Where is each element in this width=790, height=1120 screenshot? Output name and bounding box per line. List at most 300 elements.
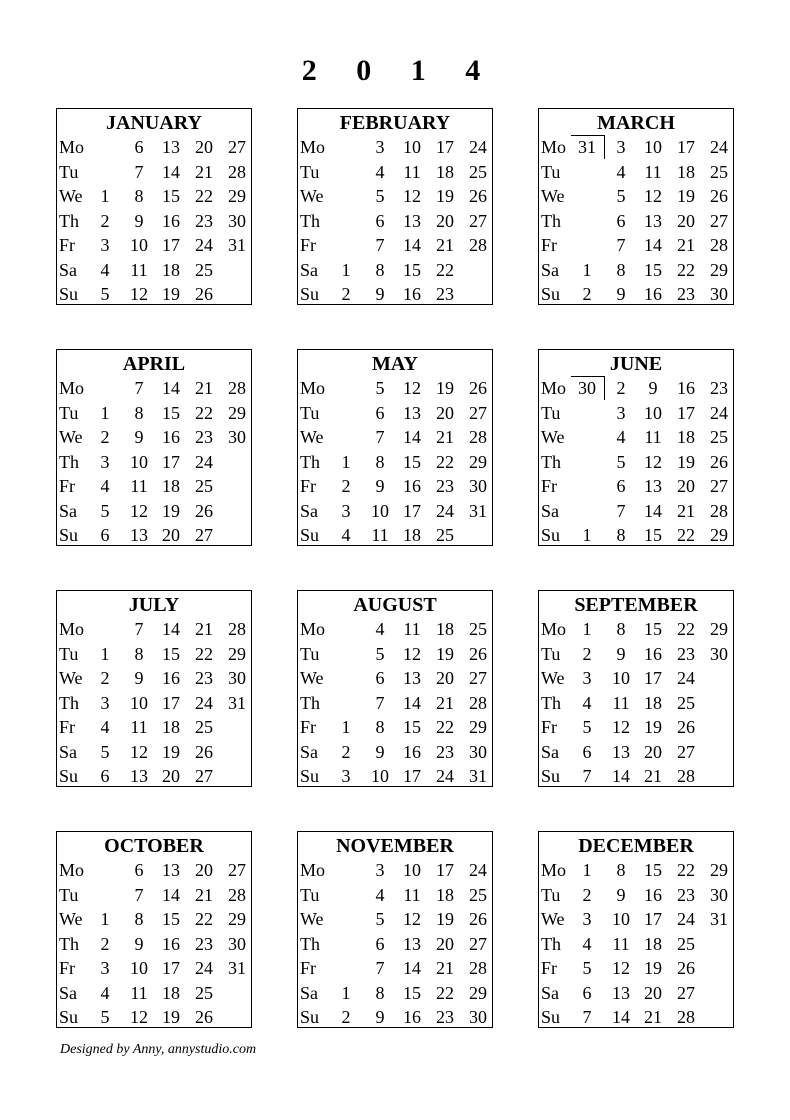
weekday-row bbox=[539, 474, 733, 498]
day-number: 21 bbox=[195, 161, 213, 182]
day-number: 16 bbox=[403, 476, 421, 496]
day-number: 15 bbox=[644, 860, 662, 880]
weekday-label: Tu bbox=[59, 161, 79, 182]
weekday-row bbox=[298, 715, 492, 739]
day-number: 19 bbox=[436, 378, 454, 398]
weekday-row bbox=[298, 666, 492, 690]
day-number: 17 bbox=[644, 668, 662, 688]
day-number: 19 bbox=[162, 284, 180, 304]
weekday-label: Th bbox=[59, 451, 79, 472]
day-number: 17 bbox=[403, 766, 421, 786]
weekday-row bbox=[57, 956, 251, 980]
day-number: 17 bbox=[677, 137, 695, 157]
day-number: 17 bbox=[162, 235, 180, 255]
day-number: 30 bbox=[228, 933, 246, 954]
weekday-row bbox=[298, 135, 492, 159]
day-number: 26 bbox=[469, 643, 487, 664]
day-number: 28 bbox=[469, 958, 487, 978]
day-number: 1 bbox=[341, 451, 351, 472]
weekday-label: Fr bbox=[300, 235, 317, 255]
day-number: 6 bbox=[100, 525, 110, 545]
day-number: 3 bbox=[100, 451, 110, 472]
day-number: 22 bbox=[677, 259, 695, 280]
weekday-label: Mo bbox=[541, 860, 567, 880]
day-number: 8 bbox=[375, 982, 385, 1003]
day-number: 7 bbox=[375, 235, 385, 255]
day-number: 15 bbox=[403, 259, 421, 280]
day-number: 3 bbox=[375, 137, 385, 157]
day-number: 6 bbox=[375, 933, 385, 954]
day-number: 14 bbox=[612, 1007, 630, 1027]
weekday-row bbox=[57, 209, 251, 233]
day-number: 21 bbox=[436, 692, 454, 713]
day-number: 15 bbox=[162, 909, 180, 929]
wrap-day-bracket-top bbox=[571, 376, 605, 377]
month-march bbox=[538, 108, 734, 305]
weekday-label: Mo bbox=[300, 860, 326, 880]
day-number: 18 bbox=[644, 692, 662, 713]
day-number: 18 bbox=[436, 884, 454, 905]
day-number: 28 bbox=[469, 427, 487, 447]
day-number: 21 bbox=[644, 766, 662, 786]
day-number: 27 bbox=[469, 668, 487, 688]
weekday-label: Su bbox=[541, 766, 561, 786]
day-number: 12 bbox=[130, 284, 148, 304]
day-number: 10 bbox=[644, 402, 662, 423]
day-number: 1 bbox=[100, 186, 110, 206]
day-number: 6 bbox=[616, 476, 626, 496]
day-number: 12 bbox=[644, 451, 662, 472]
weekday-label: Th bbox=[59, 210, 79, 231]
day-number: 9 bbox=[616, 643, 626, 664]
day-number: 14 bbox=[644, 500, 662, 521]
day-number: 8 bbox=[616, 619, 626, 639]
weekday-row bbox=[539, 401, 733, 425]
day-number: 1 bbox=[582, 619, 592, 639]
day-number: 22 bbox=[195, 402, 213, 423]
day-number: 2 bbox=[100, 427, 110, 447]
weekday-label: Sa bbox=[59, 982, 77, 1003]
weekday-label: Tu bbox=[541, 884, 561, 905]
day-number: 12 bbox=[403, 186, 421, 206]
weekday-label: We bbox=[59, 186, 83, 206]
month-september bbox=[538, 590, 734, 787]
month-november bbox=[297, 831, 493, 1028]
weekday-row bbox=[298, 233, 492, 257]
weekday-row bbox=[298, 617, 492, 641]
day-number: 10 bbox=[612, 668, 630, 688]
day-number: 6 bbox=[134, 860, 144, 880]
day-number: 13 bbox=[644, 476, 662, 496]
day-number: 5 bbox=[582, 717, 592, 737]
weekday-label: Sa bbox=[541, 259, 559, 280]
day-number: 24 bbox=[436, 766, 454, 786]
day-number: 11 bbox=[403, 884, 421, 905]
weekday-row bbox=[298, 642, 492, 666]
weekday-row bbox=[298, 474, 492, 498]
wrap-day-bracket-side bbox=[604, 135, 605, 159]
day-number: 25 bbox=[469, 884, 487, 905]
day-number: 16 bbox=[403, 741, 421, 762]
day-number: 25 bbox=[195, 717, 213, 737]
month-name: JULY bbox=[128, 594, 180, 616]
weekday-row bbox=[298, 956, 492, 980]
day-number: 13 bbox=[130, 525, 148, 545]
day-number: 23 bbox=[195, 210, 213, 231]
day-number: 15 bbox=[403, 451, 421, 472]
day-number: 14 bbox=[162, 161, 180, 182]
day-number: 20 bbox=[644, 741, 662, 762]
day-number: 5 bbox=[375, 378, 385, 398]
day-number: 13 bbox=[130, 766, 148, 786]
day-number: 17 bbox=[436, 137, 454, 157]
weekday-label: Sa bbox=[541, 500, 559, 521]
day-number: 5 bbox=[616, 451, 626, 472]
day-number: 17 bbox=[403, 500, 421, 521]
day-number: 31 bbox=[228, 692, 246, 713]
day-number: 23 bbox=[195, 668, 213, 688]
day-number: 5 bbox=[100, 284, 110, 304]
weekday-label: Mo bbox=[59, 137, 85, 157]
day-number: 16 bbox=[644, 643, 662, 664]
weekday-label: We bbox=[59, 668, 83, 688]
day-number: 18 bbox=[644, 933, 662, 954]
day-number: 29 bbox=[228, 909, 246, 929]
weekday-label: Su bbox=[300, 1007, 320, 1027]
day-number: 7 bbox=[375, 427, 385, 447]
day-number: 5 bbox=[375, 909, 385, 929]
weekday-row bbox=[539, 715, 733, 739]
weekday-row bbox=[539, 499, 733, 523]
day-number: 2 bbox=[100, 933, 110, 954]
day-number: 27 bbox=[710, 476, 728, 496]
weekday-label: Mo bbox=[300, 619, 326, 639]
weekday-row bbox=[539, 282, 733, 306]
weekday-label: Fr bbox=[300, 476, 317, 496]
weekday-label: Tu bbox=[300, 884, 320, 905]
day-number: 23 bbox=[677, 284, 695, 304]
weekday-label: Tu bbox=[59, 884, 79, 905]
day-number: 26 bbox=[469, 909, 487, 929]
day-number: 6 bbox=[134, 137, 144, 157]
weekday-label: Tu bbox=[59, 402, 79, 423]
day-number: 8 bbox=[616, 259, 626, 280]
weekday-row bbox=[57, 932, 251, 956]
day-number: 10 bbox=[130, 958, 148, 978]
day-number: 16 bbox=[644, 884, 662, 905]
weekday-label: Mo bbox=[541, 378, 567, 398]
day-number: 24 bbox=[195, 451, 213, 472]
day-number: 15 bbox=[403, 982, 421, 1003]
day-number: 29 bbox=[710, 860, 728, 880]
day-number: 5 bbox=[100, 500, 110, 521]
day-number: 7 bbox=[616, 235, 626, 255]
month-name: MAY bbox=[372, 353, 418, 375]
day-number: 20 bbox=[436, 210, 454, 231]
weekday-row bbox=[57, 883, 251, 907]
weekday-row bbox=[539, 642, 733, 666]
day-number: 15 bbox=[644, 619, 662, 639]
day-number: 8 bbox=[616, 525, 626, 545]
weekday-label: We bbox=[59, 427, 83, 447]
day-number: 3 bbox=[616, 402, 626, 423]
day-number: 6 bbox=[582, 741, 592, 762]
day-number: 1 bbox=[341, 259, 351, 280]
day-number: 12 bbox=[403, 909, 421, 929]
weekday-label: Sa bbox=[59, 500, 77, 521]
day-number: 13 bbox=[612, 982, 630, 1003]
day-number: 24 bbox=[469, 137, 487, 157]
day-number: 1 bbox=[100, 909, 110, 929]
weekday-label: We bbox=[300, 427, 324, 447]
day-number: 30 bbox=[710, 284, 728, 304]
weekday-label: Su bbox=[541, 1007, 561, 1027]
weekday-label: Sa bbox=[541, 982, 559, 1003]
weekday-row bbox=[298, 450, 492, 474]
day-number: 25 bbox=[469, 619, 487, 639]
weekday-row bbox=[298, 981, 492, 1005]
day-number: 18 bbox=[677, 427, 695, 447]
weekday-label: Su bbox=[59, 525, 79, 545]
weekday-row bbox=[298, 907, 492, 931]
day-number: 27 bbox=[677, 741, 695, 762]
day-number: 23 bbox=[677, 643, 695, 664]
weekday-label: Tu bbox=[59, 643, 79, 664]
weekday-row bbox=[539, 981, 733, 1005]
weekday-row bbox=[539, 691, 733, 715]
day-number: 2 bbox=[582, 884, 592, 905]
day-number: 2 bbox=[341, 1007, 351, 1027]
day-number: 19 bbox=[436, 643, 454, 664]
day-number: 22 bbox=[195, 643, 213, 664]
weekday-row bbox=[298, 858, 492, 882]
weekday-label: We bbox=[300, 668, 324, 688]
day-number: 31 bbox=[228, 958, 246, 978]
day-number: 19 bbox=[162, 1007, 180, 1027]
day-number: 9 bbox=[375, 284, 385, 304]
day-number: 6 bbox=[100, 766, 110, 786]
day-number: 10 bbox=[403, 860, 421, 880]
weekday-row bbox=[57, 184, 251, 208]
weekday-label: Th bbox=[541, 210, 561, 231]
day-number: 14 bbox=[162, 378, 180, 398]
day-number: 1 bbox=[582, 259, 592, 280]
day-number: 12 bbox=[130, 741, 148, 762]
day-number: 16 bbox=[162, 668, 180, 688]
day-number: 9 bbox=[616, 284, 626, 304]
weekday-row bbox=[539, 666, 733, 690]
year-title: 2 0 1 4 bbox=[301, 54, 497, 87]
weekday-label: Th bbox=[541, 451, 561, 472]
day-number: 11 bbox=[130, 259, 148, 280]
day-number: 10 bbox=[403, 137, 421, 157]
day-number: 27 bbox=[195, 766, 213, 786]
month-february bbox=[297, 108, 493, 305]
day-number: 7 bbox=[616, 500, 626, 521]
day-number: 17 bbox=[162, 451, 180, 472]
day-number: 21 bbox=[436, 235, 454, 255]
day-number: 10 bbox=[371, 500, 389, 521]
month-april bbox=[56, 349, 252, 546]
month-october bbox=[56, 831, 252, 1028]
weekday-row bbox=[539, 883, 733, 907]
month-january bbox=[56, 108, 252, 305]
day-number: 31 bbox=[710, 909, 728, 929]
day-number: 7 bbox=[134, 378, 144, 398]
day-number: 22 bbox=[195, 186, 213, 206]
day-number: 20 bbox=[162, 525, 180, 545]
day-number: 13 bbox=[162, 860, 180, 880]
day-number: 24 bbox=[710, 137, 728, 157]
day-number: 3 bbox=[341, 766, 351, 786]
weekday-row bbox=[539, 764, 733, 788]
weekday-row bbox=[539, 425, 733, 449]
day-number: 14 bbox=[403, 958, 421, 978]
day-number: 6 bbox=[375, 668, 385, 688]
weekday-label: Tu bbox=[300, 161, 320, 182]
weekday-label: Fr bbox=[59, 958, 76, 978]
weekday-row bbox=[298, 764, 492, 788]
day-number: 29 bbox=[228, 643, 246, 664]
day-number: 25 bbox=[469, 161, 487, 182]
weekday-row bbox=[539, 932, 733, 956]
day-number: 15 bbox=[644, 259, 662, 280]
day-number: 24 bbox=[436, 500, 454, 521]
day-number: 21 bbox=[644, 1007, 662, 1027]
weekday-row bbox=[298, 184, 492, 208]
day-number: 3 bbox=[616, 137, 626, 157]
day-number: 18 bbox=[162, 717, 180, 737]
weekday-row bbox=[298, 258, 492, 282]
day-number: 25 bbox=[677, 692, 695, 713]
day-number: 22 bbox=[677, 619, 695, 639]
weekday-label: Tu bbox=[541, 643, 561, 664]
weekday-row bbox=[539, 184, 733, 208]
day-number: 11 bbox=[130, 717, 148, 737]
day-number: 13 bbox=[403, 668, 421, 688]
day-number: 26 bbox=[195, 741, 213, 762]
day-number: 19 bbox=[677, 186, 695, 206]
day-number: 8 bbox=[134, 186, 144, 206]
day-number: 21 bbox=[195, 884, 213, 905]
day-number: 31 bbox=[578, 137, 596, 157]
weekday-row bbox=[57, 258, 251, 282]
month-june bbox=[538, 349, 734, 546]
day-number: 26 bbox=[710, 186, 728, 206]
weekday-row bbox=[57, 691, 251, 715]
day-number: 8 bbox=[375, 717, 385, 737]
day-number: 22 bbox=[677, 860, 695, 880]
day-number: 10 bbox=[130, 692, 148, 713]
day-number: 11 bbox=[403, 161, 421, 182]
day-number: 24 bbox=[195, 958, 213, 978]
day-number: 2 bbox=[100, 668, 110, 688]
day-number: 25 bbox=[710, 161, 728, 182]
day-number: 25 bbox=[195, 476, 213, 496]
day-number: 26 bbox=[195, 500, 213, 521]
weekday-row bbox=[57, 858, 251, 882]
day-number: 21 bbox=[436, 427, 454, 447]
weekday-row bbox=[539, 376, 733, 400]
day-number: 28 bbox=[228, 378, 246, 398]
day-number: 28 bbox=[469, 692, 487, 713]
day-number: 30 bbox=[228, 427, 246, 447]
day-number: 23 bbox=[436, 284, 454, 304]
day-number: 29 bbox=[469, 982, 487, 1003]
day-number: 22 bbox=[436, 982, 454, 1003]
day-number: 4 bbox=[100, 982, 110, 1003]
weekday-label: Fr bbox=[59, 476, 76, 496]
day-number: 1 bbox=[100, 402, 110, 423]
day-number: 4 bbox=[582, 933, 592, 954]
weekday-row bbox=[298, 740, 492, 764]
weekday-label: Sa bbox=[300, 259, 318, 280]
day-number: 20 bbox=[677, 476, 695, 496]
weekday-label: We bbox=[541, 427, 565, 447]
day-number: 11 bbox=[403, 619, 421, 639]
day-number: 22 bbox=[436, 259, 454, 280]
day-number: 12 bbox=[403, 643, 421, 664]
day-number: 2 bbox=[100, 210, 110, 231]
day-number: 16 bbox=[403, 284, 421, 304]
day-number: 19 bbox=[644, 958, 662, 978]
day-number: 9 bbox=[134, 933, 144, 954]
weekday-row bbox=[539, 740, 733, 764]
month-name: NOVEMBER bbox=[336, 835, 454, 857]
day-number: 29 bbox=[228, 402, 246, 423]
month-name: JANUARY bbox=[106, 112, 202, 134]
weekday-label: Mo bbox=[300, 378, 326, 398]
day-number: 30 bbox=[469, 741, 487, 762]
day-number: 9 bbox=[375, 476, 385, 496]
day-number: 22 bbox=[195, 909, 213, 929]
day-number: 28 bbox=[677, 1007, 695, 1027]
day-number: 20 bbox=[195, 860, 213, 880]
weekday-row bbox=[57, 617, 251, 641]
day-number: 7 bbox=[375, 692, 385, 713]
day-number: 6 bbox=[375, 210, 385, 231]
weekday-label: Fr bbox=[541, 958, 558, 978]
day-number: 11 bbox=[371, 525, 389, 545]
weekday-label: Su bbox=[59, 766, 79, 786]
weekday-label: Th bbox=[300, 933, 320, 954]
day-number: 3 bbox=[375, 860, 385, 880]
weekday-label: Fr bbox=[541, 476, 558, 496]
day-number: 30 bbox=[710, 884, 728, 905]
day-number: 25 bbox=[710, 427, 728, 447]
day-number: 13 bbox=[403, 933, 421, 954]
day-number: 10 bbox=[612, 909, 630, 929]
weekday-row bbox=[539, 233, 733, 257]
day-number: 9 bbox=[375, 741, 385, 762]
day-number: 16 bbox=[162, 210, 180, 231]
weekday-label: Su bbox=[300, 525, 320, 545]
day-number: 2 bbox=[616, 378, 626, 398]
day-number: 30 bbox=[710, 643, 728, 664]
month-may bbox=[297, 349, 493, 546]
weekday-row bbox=[57, 282, 251, 306]
day-number: 8 bbox=[375, 451, 385, 472]
day-number: 12 bbox=[612, 717, 630, 737]
weekday-row bbox=[539, 135, 733, 159]
day-number: 6 bbox=[616, 210, 626, 231]
day-number: 28 bbox=[228, 884, 246, 905]
day-number: 4 bbox=[375, 161, 385, 182]
weekday-row bbox=[298, 932, 492, 956]
day-number: 30 bbox=[228, 668, 246, 688]
day-number: 1 bbox=[341, 717, 351, 737]
day-number: 7 bbox=[134, 884, 144, 905]
